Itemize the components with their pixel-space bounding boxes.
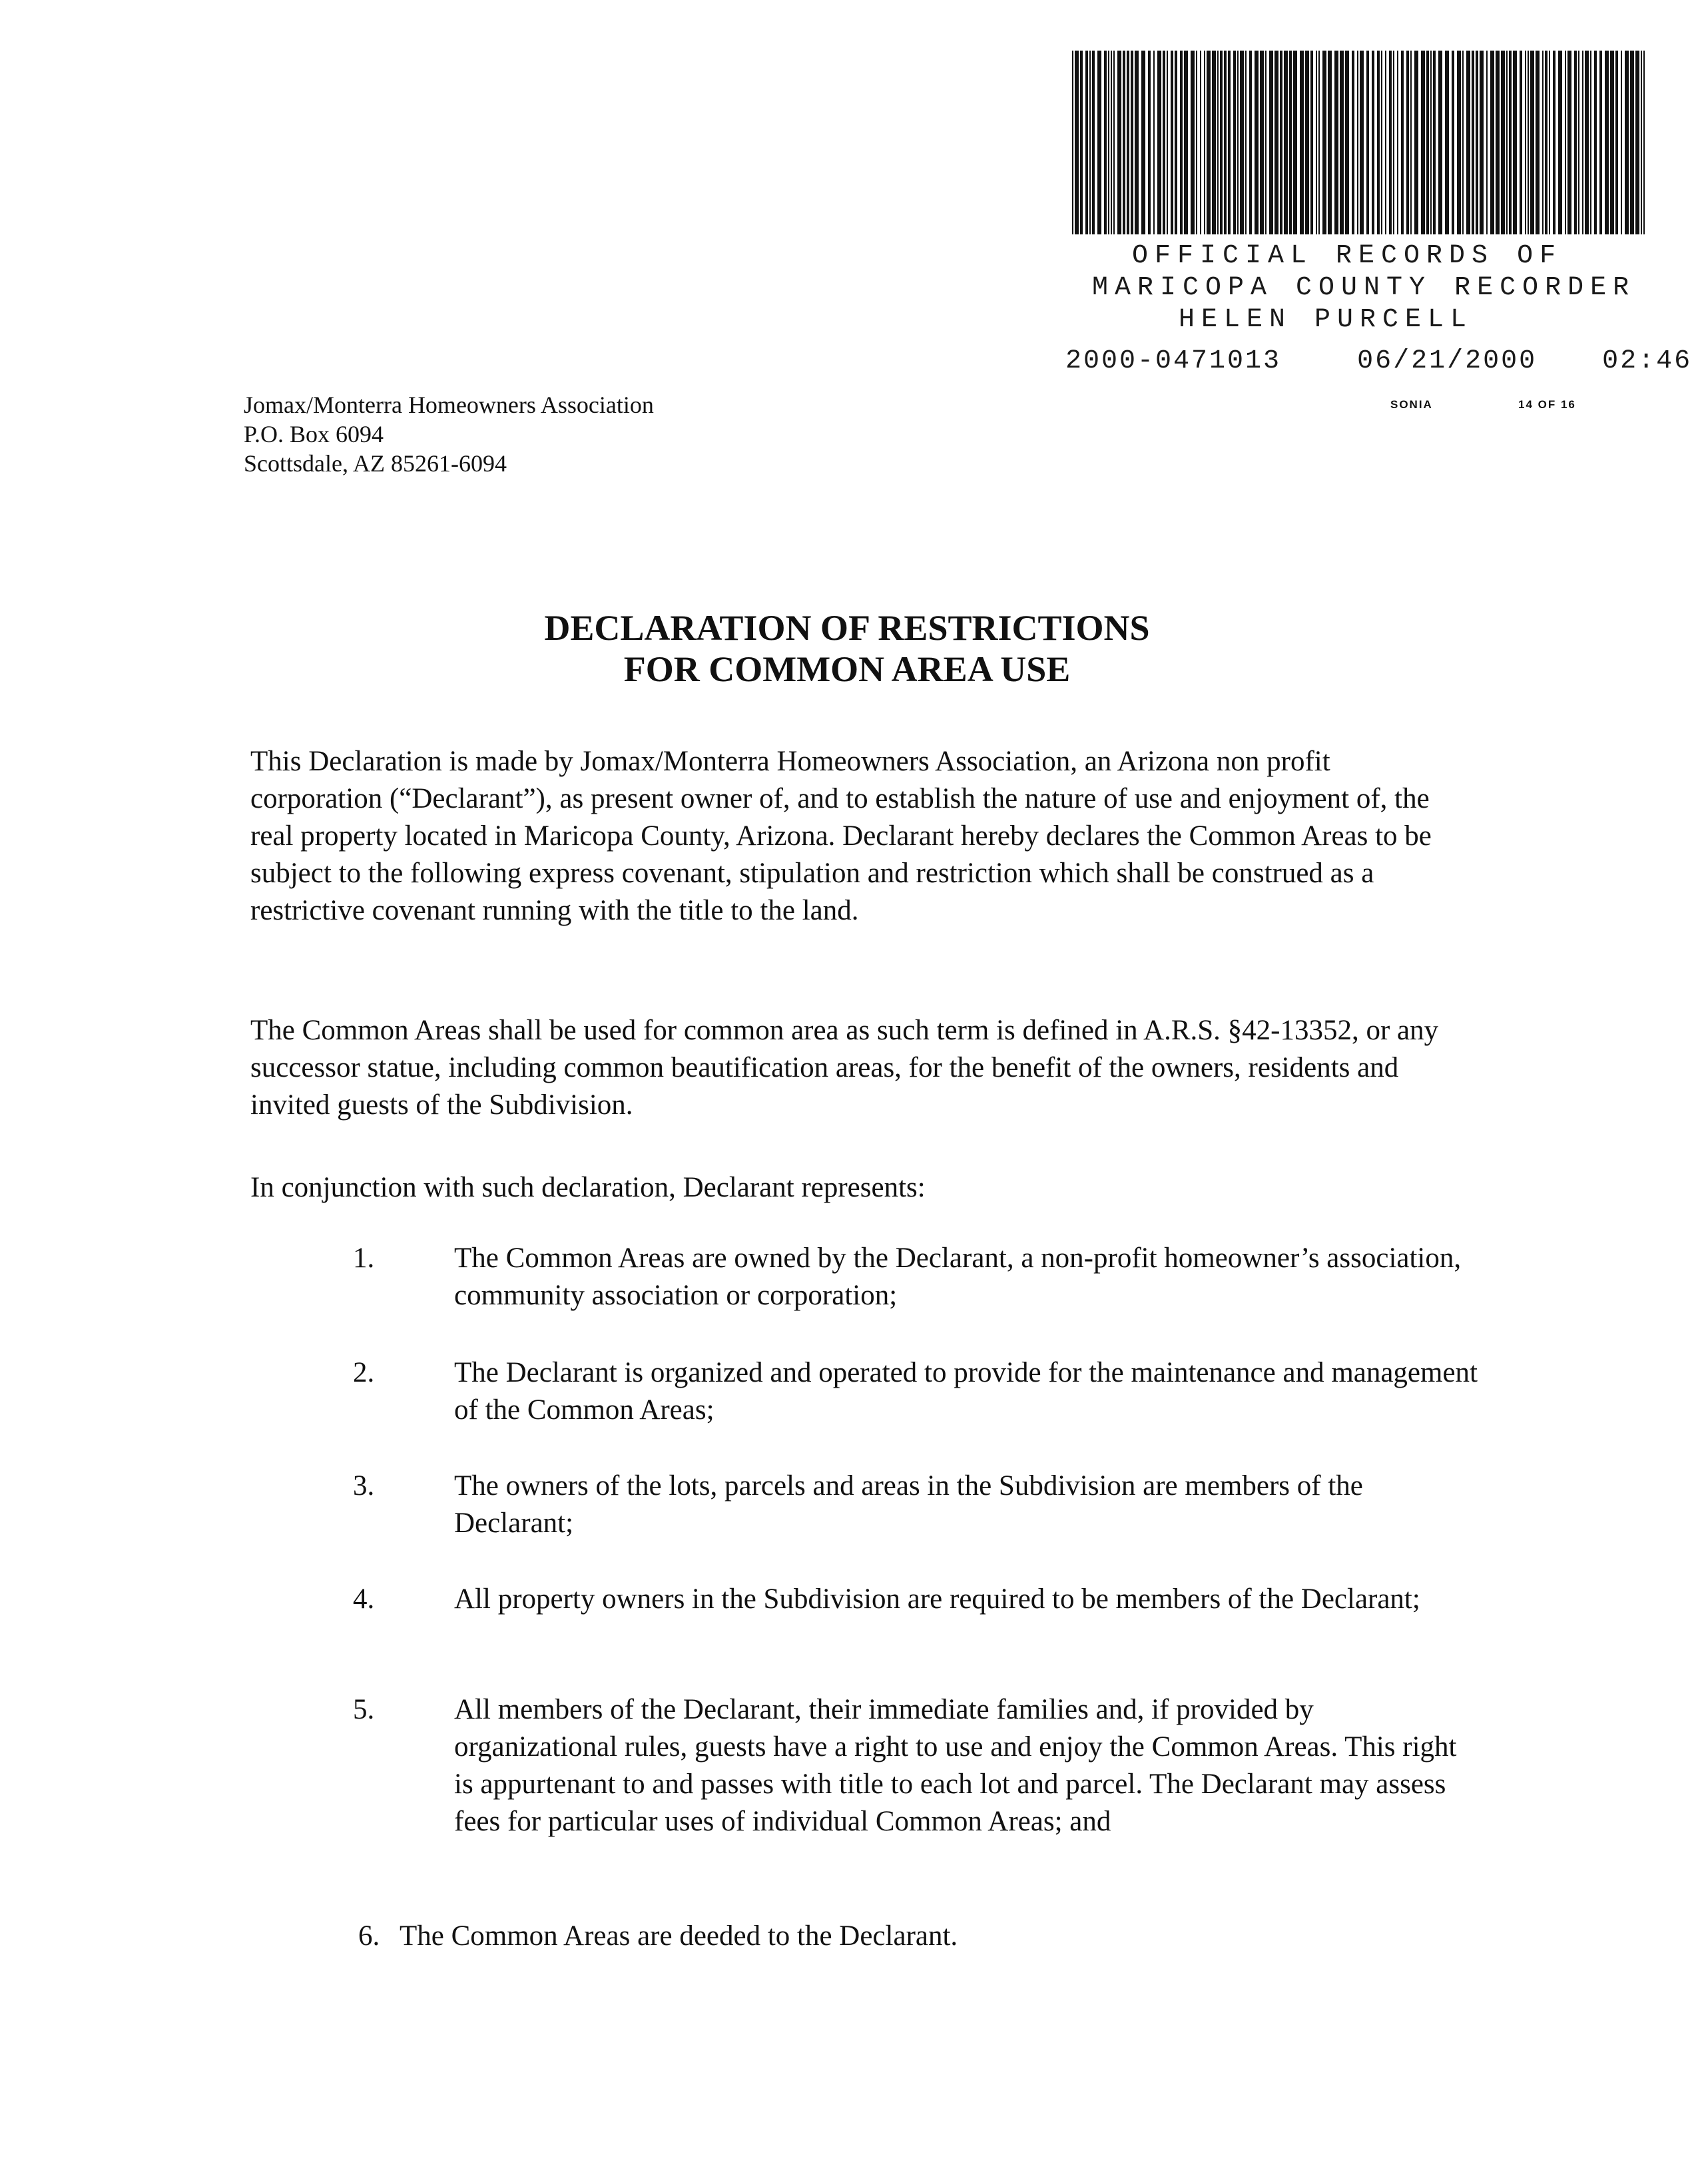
barcode-bar [1240, 51, 1244, 234]
item-number: 1. [353, 1242, 375, 1274]
barcode-bar [1635, 51, 1639, 234]
recording-time: 02:46 [1602, 346, 1693, 376]
barcode-bar [1360, 51, 1364, 234]
barcode-bar [1397, 51, 1398, 234]
barcode-bar [1506, 51, 1508, 234]
item-number: 3. [353, 1470, 375, 1502]
barcode-bar [1643, 51, 1645, 234]
barcode-bar [1135, 51, 1139, 234]
recording-info [1065, 346, 1692, 376]
barcode-bar [1414, 51, 1418, 234]
barcode-bar [1610, 51, 1614, 234]
barcode-bar [1486, 51, 1488, 234]
barcode-bar [1127, 51, 1129, 234]
barcode-bar [1426, 51, 1429, 234]
item-number: 4. [353, 1583, 375, 1615]
barcode-bar [1175, 51, 1177, 234]
representations-intro: In conjunction with such declaration, Declarant represents: [250, 1172, 926, 1203]
barcode-bar [1316, 51, 1317, 234]
barcode-bar [1641, 51, 1642, 234]
barcode-bar [1318, 51, 1320, 234]
barcode-bar [1528, 51, 1529, 234]
barcode-bar [1480, 51, 1484, 234]
barcode-bar [1293, 51, 1297, 234]
barcode-bar [1542, 51, 1544, 234]
barcode-bar [1393, 51, 1394, 234]
barcode-bar [1184, 51, 1188, 234]
document-title [0, 607, 1694, 690]
recorder-stamp-line1: OFFICIAL RECORDS OF [1132, 241, 1563, 271]
item-number: 6. [358, 1920, 380, 1952]
barcode-bar [1207, 51, 1211, 234]
barcode-bar [1224, 51, 1227, 234]
item-text: The Common Areas are owned by the Declarant, a non-profit homeowner’s association, community association or corporation; [454, 1242, 1462, 1311]
barcode-bar [1421, 51, 1425, 234]
barcode-bar [1553, 51, 1555, 234]
barcode-bar [1085, 51, 1088, 234]
title-line1: DECLARATION OF RESTRICTIONS [544, 608, 1150, 648]
barcode-bar [1366, 51, 1369, 234]
barcode-bar [1430, 51, 1432, 234]
barcode-bar [1585, 51, 1589, 234]
barcode-bar [1501, 51, 1505, 234]
barcode-bar [1104, 51, 1107, 234]
barcode-bar [1089, 51, 1091, 234]
barcode-bar [1237, 51, 1239, 234]
barcode-bar [1496, 51, 1500, 234]
barcode-bar [1131, 51, 1133, 234]
sender-address [244, 390, 654, 478]
barcode-bar [1249, 51, 1252, 234]
barcode-bar [1545, 51, 1548, 234]
barcode-bar [1345, 51, 1349, 234]
item-text: The owners of the lots, parcels and areas in the Subdivision are members of the Declarant; [454, 1470, 1363, 1539]
barcode-bar [1075, 51, 1079, 234]
item-number: 2. [353, 1357, 375, 1388]
barcode-bar [1621, 51, 1622, 234]
title-line2: FOR COMMON AREA USE [623, 649, 1071, 689]
barcode-bar [1111, 51, 1112, 234]
barcode-bar [1322, 51, 1326, 234]
item-number: 5. [353, 1694, 375, 1725]
recording-date: 06/21/2000 [1357, 346, 1538, 376]
barcode-bar [1438, 51, 1442, 234]
barcode-bar [1599, 51, 1602, 234]
barcode-bar [1352, 51, 1354, 234]
item-text: The Common Areas are deeded to the Declarant. [400, 1920, 958, 1952]
barcode-bar [1171, 51, 1173, 234]
city-state-zip: Scottsdale, AZ 85261-6094 [244, 450, 507, 477]
barcode-bar [1284, 51, 1288, 234]
usage-paragraph: The Common Areas shall be used for common area as such term is defined in A.R.S. §42-13352, or any successor statue, including common beautification areas, for the benefit of the owners, residents and invited guests of the Subdivision. [250, 1015, 1439, 1121]
clerk-name: SONIA [1390, 398, 1433, 411]
barcode-bar [1245, 51, 1247, 234]
barcode-bar [1196, 51, 1197, 234]
document-number: 2000-0471013 [1065, 346, 1282, 376]
barcode-bar [1525, 51, 1526, 234]
barcode-bar [1530, 51, 1534, 234]
barcode-bar [1401, 51, 1404, 234]
barcode-bar [1334, 51, 1338, 234]
barcode-bar [1558, 51, 1562, 234]
barcode-bar [1410, 51, 1412, 234]
barcode-bar [1163, 51, 1165, 234]
barcode-bar [1590, 51, 1591, 234]
recorder-stamp-line2: MARICOPA COUNTY RECORDER [1092, 273, 1636, 303]
item-text: All members of the Declarant, their immediate families and, if provided by organizational rules, guests have a right to use and enjoy the Common Areas. This right is appurtenant to and passes with title to each lot and parcel. The Declarant may assess fees for particular uses of individual Common Areas; and [454, 1694, 1457, 1837]
barcode-bar [1204, 51, 1205, 234]
barcode-bar [1217, 51, 1219, 234]
barcode-bar [1445, 51, 1449, 234]
barcode-bar [1289, 51, 1292, 234]
barcode-bar [1372, 51, 1374, 234]
barcode-bar [1157, 51, 1161, 234]
barcode-bar [1280, 51, 1282, 234]
barcode-bar [1615, 51, 1618, 234]
barcode-bar [1200, 51, 1201, 234]
barcode-bar [1594, 51, 1597, 234]
barcode-bar [1233, 51, 1236, 234]
barcode-bar [1141, 51, 1145, 234]
po-box: P.O. Box 6094 [244, 421, 384, 447]
barcode-bar [1220, 51, 1223, 234]
barcode-bar [1180, 51, 1183, 234]
association-name: Jomax/Monterra Homeowners Association [244, 392, 654, 418]
barcode-bar [1269, 51, 1273, 234]
barcode-bar [1381, 51, 1382, 234]
barcode-bar [1274, 51, 1278, 234]
barcode-bar [1300, 51, 1304, 234]
item-text: The Declarant is organized and operated to provide for the maintenance and management of the Common Areas; [454, 1357, 1478, 1426]
item-text: All property owners in the Subdivision are required to be members of the Declarant; [454, 1583, 1420, 1615]
barcode-bar [1377, 51, 1380, 234]
barcode-bar [1549, 51, 1550, 234]
barcode-bar [1255, 51, 1259, 234]
barcode-bar [1191, 51, 1195, 234]
barcode-bar [1565, 51, 1566, 234]
barcode-bar [1457, 51, 1461, 234]
barcode-bar [1490, 51, 1494, 234]
barcode-bar [1433, 51, 1436, 234]
barcode-bar [1520, 51, 1522, 234]
barcode-bar [1072, 51, 1073, 234]
barcode-bar [1578, 51, 1579, 234]
recorder-stamp-line3: HELEN PURCELL [1179, 305, 1474, 335]
barcode-bar [1574, 51, 1577, 234]
barcode-bar [1536, 51, 1540, 234]
barcode-bar [1389, 51, 1392, 234]
barcode-bar [1462, 51, 1464, 234]
barcode-bar [1630, 51, 1634, 234]
barcode-bar [1228, 51, 1231, 234]
barcode-bar [1092, 51, 1095, 234]
list-item [358, 1918, 958, 1955]
page-count: 14 OF 16 [1518, 398, 1576, 411]
barcode-bar [1605, 51, 1609, 234]
barcode-bar [1385, 51, 1386, 234]
barcode-bar [1260, 51, 1264, 234]
barcode-bar [1452, 51, 1454, 234]
barcode-bar [1582, 51, 1583, 234]
barcode-bar [1625, 51, 1629, 234]
barcode-bar [1513, 51, 1517, 234]
barcode-bar [1265, 51, 1267, 234]
barcode-bar [1476, 51, 1478, 234]
intro-paragraph: This Declaration is made by Jomax/Monterra Homeowners Association, an Arizona non profit corporation (“Declarant”), as present owner of, and to establish the nature of use and enjoyment of, the real property located in Maricopa County, Arizona. Declarant hereby declares the Common Areas to be subject to the following express covenant, stipulation and restriction which shall be construed as a restrictive covenant running with the title to the land. [250, 746, 1432, 926]
barcode-bar [1472, 51, 1474, 234]
barcode-bar [1466, 51, 1470, 234]
barcode-bar [1567, 51, 1571, 234]
barcode-bar [1509, 51, 1512, 234]
barcode-bar [1310, 51, 1313, 234]
barcode-bar [1167, 51, 1168, 234]
barcode-bar [1153, 51, 1155, 234]
barcode-bar [1113, 51, 1115, 234]
barcode-bar [1305, 51, 1309, 234]
barcode-bar [1123, 51, 1125, 234]
barcode-bar [1148, 51, 1151, 234]
barcode-bar [1340, 51, 1344, 234]
barcode-bar [1212, 51, 1216, 234]
barcode-bar [1357, 51, 1358, 234]
barcode-bar [1097, 51, 1101, 234]
barcode-bar [1117, 51, 1121, 234]
barcode-bar [1108, 51, 1109, 234]
barcode-bar [1328, 51, 1332, 234]
barcode-bar [1080, 51, 1083, 234]
barcode [1069, 51, 1647, 234]
barcode-bar [1406, 51, 1409, 234]
